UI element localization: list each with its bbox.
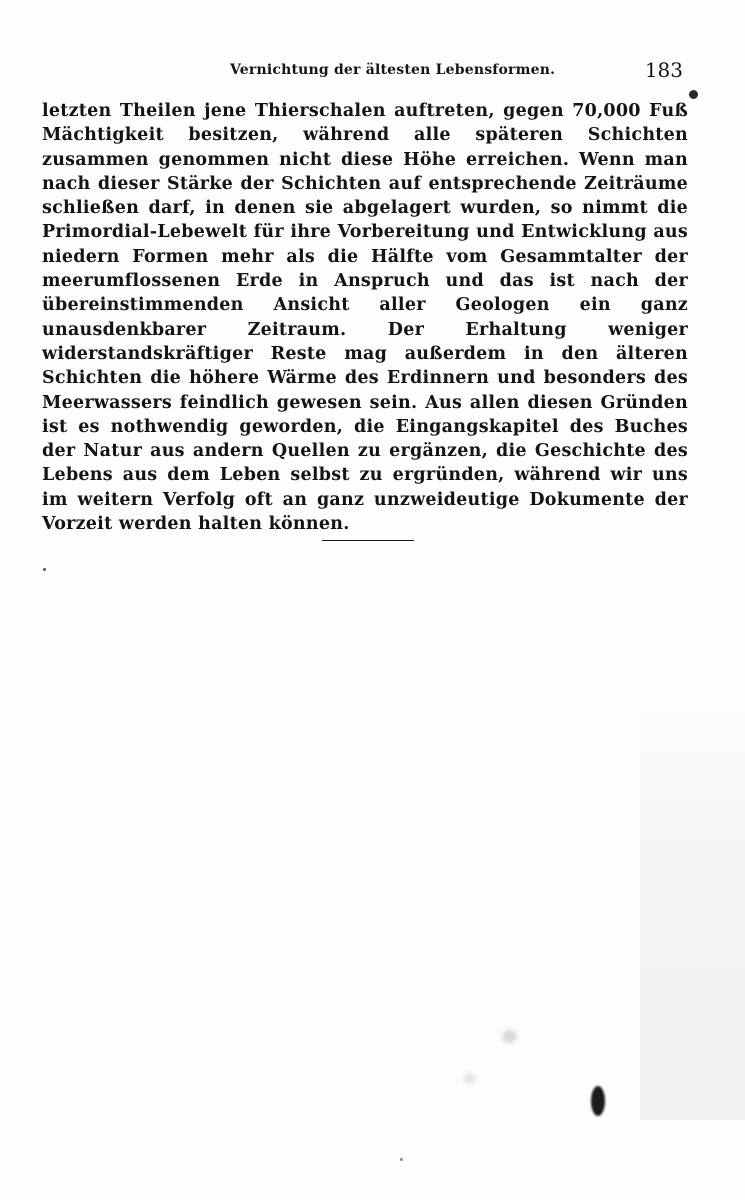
ink-spot xyxy=(689,90,698,99)
ink-speck xyxy=(400,1158,403,1161)
section-end-rule xyxy=(322,540,414,541)
page-number: 183 xyxy=(644,58,683,82)
body-paragraph: letzten Theilen jene Thierschalen auftreten, gegen 70,000 Fuß Mächtigkeit besitzen, während alle späteren Schichten zusammen genommen nicht diese Höhe erreichen. Wenn man nach dieser Stärke der Schichten auf entsprechende Zeiträume schließen darf, in denen sie abgelagert wurden, so nimmt die Primordial-Lebewelt für ihre Vorbereitung und Entwicklung aus niedern Formen mehr als die Hälfte vom Gesammtalter der meerumflossenen Erde in Anspruch und das ist nach der übereinstimmenden Ansicht aller Geologen ein ganz unausdenkbarer Zeitraum. Der Erhaltung weniger widerstandskräftiger Reste mag außerdem in den älteren Schichten die höhere Wärme des Erdinnern und besonders des Meerwassers feindlich gewesen sein. Aus allen diesen Gründen ist es nothwendig geworden, die Eingangskapitel des Buches der Natur aus andern Quellen zu ergänzen, die Geschichte des Lebens aus dem Leben selbst zu ergründen, während wir uns im weitern Verfolg oft an ganz unzweideutige Dokumente der Vorzeit werden halten können. xyxy=(42,101,688,535)
paper-stain xyxy=(464,1073,475,1084)
paper-stain xyxy=(502,1030,517,1043)
running-title: Vernichtung der ältesten Lebensformen. xyxy=(230,62,556,78)
ink-speck xyxy=(43,568,46,571)
bleed-through-shading xyxy=(640,700,745,1120)
ink-blot xyxy=(591,1086,605,1116)
